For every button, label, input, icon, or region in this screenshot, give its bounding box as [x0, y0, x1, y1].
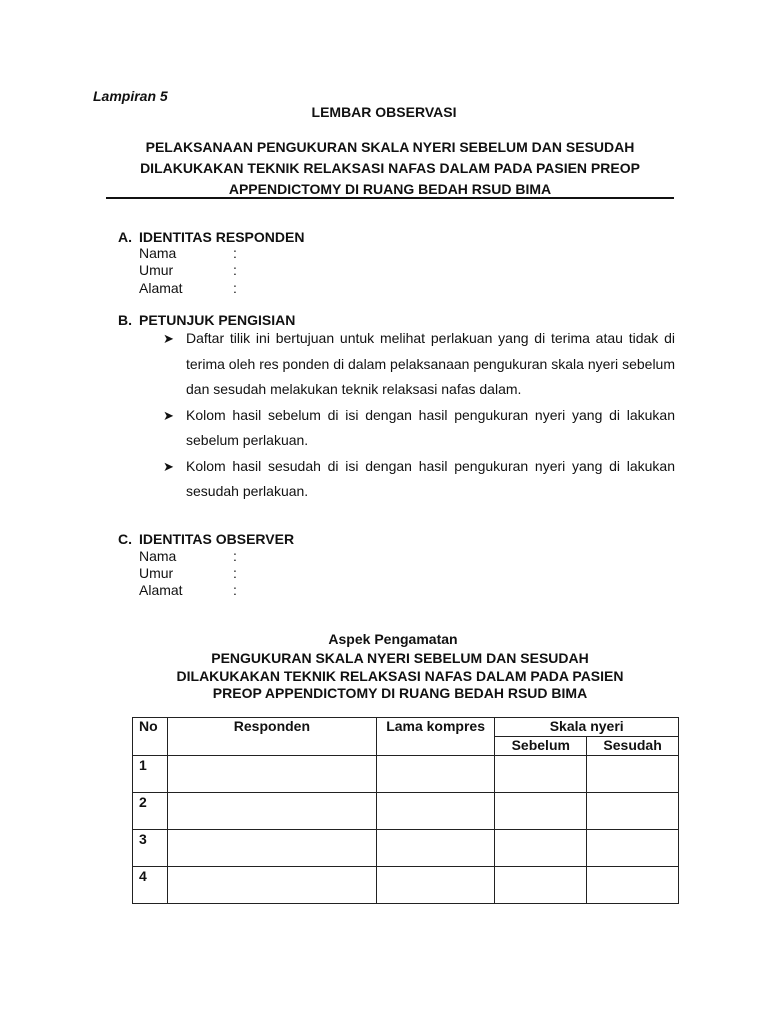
row-number: 1 [133, 756, 168, 793]
field-label: Nama [139, 548, 177, 564]
main-title-line: PELAKSANAAN PENGUKURAN SKALA NYERI SEBELUM DAN SESUDAH [145, 139, 635, 155]
table-title-line: PREOP APPENDICTOMY DI RUANG BEDAH RSUD BIMA [212, 685, 588, 701]
sesudah-cell[interactable] [587, 867, 679, 904]
section-title: PETUNJUK PENGISIAN [139, 312, 296, 328]
header-lama-kompres: Lama kompres [376, 718, 495, 756]
table-title-line: PENGUKURAN SKALA NYERI SEBELUM DAN SESUDAH [211, 650, 589, 666]
lama-kompres-cell[interactable] [376, 830, 495, 867]
row-number: 3 [133, 830, 168, 867]
sesudah-cell[interactable] [587, 793, 679, 830]
section-a-heading [118, 229, 304, 245]
title-divider [106, 197, 674, 199]
field-label: Umur [139, 262, 174, 278]
respondent-name-field [139, 245, 439, 263]
row-number: 2 [133, 793, 168, 830]
sebelum-cell[interactable] [495, 830, 587, 867]
respondent-age-field [139, 262, 439, 280]
observer-name-field [139, 548, 439, 566]
instruction-list [163, 326, 675, 505]
appendix-label: Lampiran 5 [93, 88, 168, 104]
section-title: IDENTITAS RESPONDEN [139, 229, 305, 245]
instruction-text: Kolom hasil sebelum di isi dengan hasil pengukuran nyeri yang di lakukan sebelum perlakuan. [186, 406, 675, 448]
field-label: Alamat [139, 582, 183, 598]
main-title-line: APPENDICTOMY DI RUANG BEDAH RSUD BIMA [228, 181, 552, 197]
table-row [133, 756, 679, 793]
field-colon: : [233, 280, 237, 296]
aspect-label: Aspek Pengamatan [328, 631, 458, 647]
field-colon: : [233, 245, 237, 261]
table-row [133, 867, 679, 904]
observer-age-field [139, 565, 439, 583]
table-title [120, 650, 680, 703]
main-title [100, 137, 680, 200]
section-title: IDENTITAS OBSERVER [139, 531, 295, 547]
instruction-item [163, 454, 675, 505]
responden-cell[interactable] [167, 756, 376, 793]
observation-table [132, 717, 679, 904]
header-skala-nyeri: Skala nyeri [495, 718, 679, 737]
field-label: Umur [139, 565, 174, 581]
table-row [133, 793, 679, 830]
field-label: Nama [139, 245, 177, 261]
row-number: 4 [133, 867, 168, 904]
responden-cell[interactable] [167, 867, 376, 904]
arrow-bullet-icon: ➤ [163, 458, 174, 474]
header-no: No [133, 718, 168, 756]
field-colon: : [233, 565, 237, 581]
header-sesudah: Sesudah [587, 737, 679, 756]
respondent-address-field [139, 280, 439, 298]
lama-kompres-cell[interactable] [376, 756, 495, 793]
sebelum-cell[interactable] [495, 756, 587, 793]
table-header-row [133, 718, 679, 737]
section-letter: A. [118, 229, 132, 245]
instruction-item [163, 326, 675, 403]
section-c-heading [118, 531, 294, 547]
field-colon: : [233, 548, 237, 564]
arrow-bullet-icon: ➤ [163, 407, 174, 423]
header-sebelum: Sebelum [495, 737, 587, 756]
section-letter: C. [118, 531, 132, 547]
responden-cell[interactable] [167, 830, 376, 867]
field-colon: : [233, 582, 237, 598]
sebelum-cell[interactable] [495, 867, 587, 904]
instruction-item [163, 403, 675, 454]
sesudah-cell[interactable] [587, 756, 679, 793]
instruction-text: Kolom hasil sesudah di isi dengan hasil pengukuran nyeri yang di lakukan sesudah perlakuan. [186, 457, 675, 499]
table-title-line: DILAKUKAKAN TEKNIK RELAKSASI NAFAS DALAM PADA PASIEN [176, 667, 624, 684]
field-colon: : [233, 262, 237, 278]
lama-kompres-cell[interactable] [376, 867, 495, 904]
responden-cell[interactable] [167, 793, 376, 830]
arrow-bullet-icon: ➤ [163, 331, 174, 346]
observer-address-field [139, 582, 439, 600]
sesudah-cell[interactable] [587, 830, 679, 867]
table-row [133, 830, 679, 867]
sebelum-cell[interactable] [495, 793, 587, 830]
document-title: LEMBAR OBSERVASI [311, 104, 457, 120]
section-letter: B. [118, 312, 132, 328]
instruction-text: Daftar tilik ini bertujuan untuk melihat perlakuan yang di terima atau tidak di terima oleh res ponden di dalam pelaksanaan pengukuran skala nyeri sebelum dan sesudah melakukan teknik relaksasi nafas dalam. [186, 330, 675, 397]
main-title-line: DILAKUKAKAN TEKNIK RELAKSASI NAFAS DALAM PADA PASIEN PREOP [140, 160, 640, 176]
field-label: Alamat [139, 280, 183, 296]
header-responden: Responden [167, 718, 376, 756]
lama-kompres-cell[interactable] [376, 793, 495, 830]
